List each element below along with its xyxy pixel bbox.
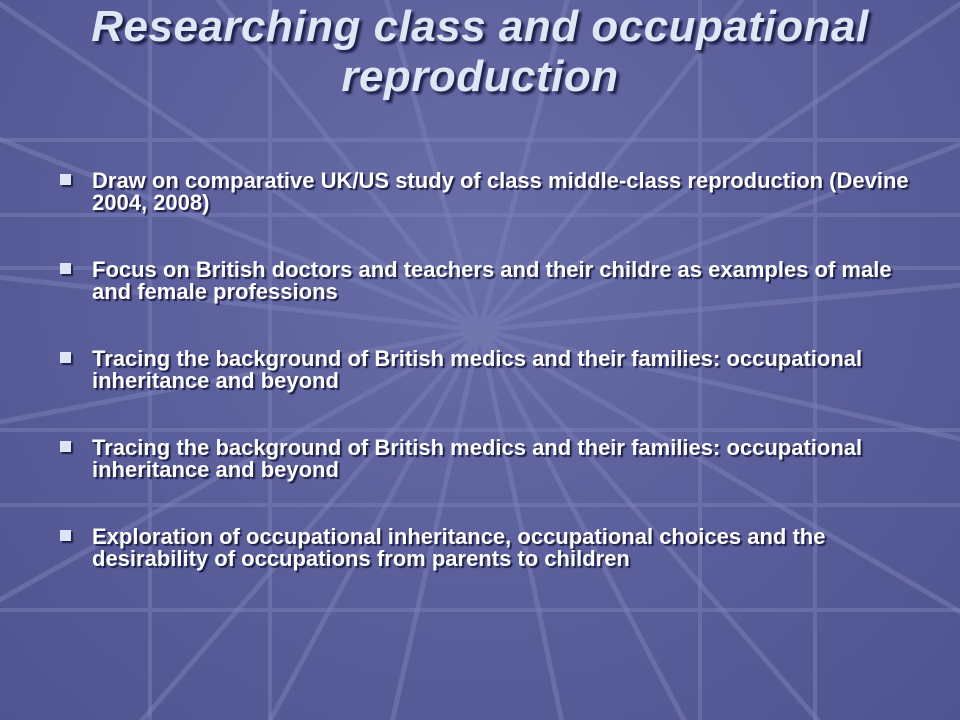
- bullet-text: Tracing the background of British medics and their families: occupational inheritance and beyond: [92, 346, 863, 393]
- square-bullet-icon: [60, 441, 71, 452]
- bullet-item: [60, 437, 920, 481]
- bullet-list: [60, 170, 920, 615]
- bullet-item: [60, 259, 920, 303]
- bullet-text: Draw on comparative UK/US study of class middle-class reproduction (Devine 2004, 2008): [92, 168, 909, 215]
- bullet-item: [60, 348, 920, 392]
- bullet-item: [60, 170, 920, 214]
- square-bullet-icon: [60, 263, 71, 274]
- square-bullet-icon: [60, 530, 71, 541]
- slide-title: Researching class and occupational reproduction: [91, 2, 869, 101]
- bullet-text: Exploration of occupational inheritance, occupational choices and the desirability of occupations from parents to children: [92, 524, 826, 571]
- square-bullet-icon: [60, 352, 71, 363]
- bullet-text: Focus on British doctors and teachers and their childre as examples of male and female professions: [92, 257, 892, 304]
- square-bullet-icon: [60, 174, 71, 185]
- bullet-text: Tracing the background of British medics and their families: occupational inheritance and beyond: [92, 435, 863, 482]
- bullet-item: [60, 526, 920, 570]
